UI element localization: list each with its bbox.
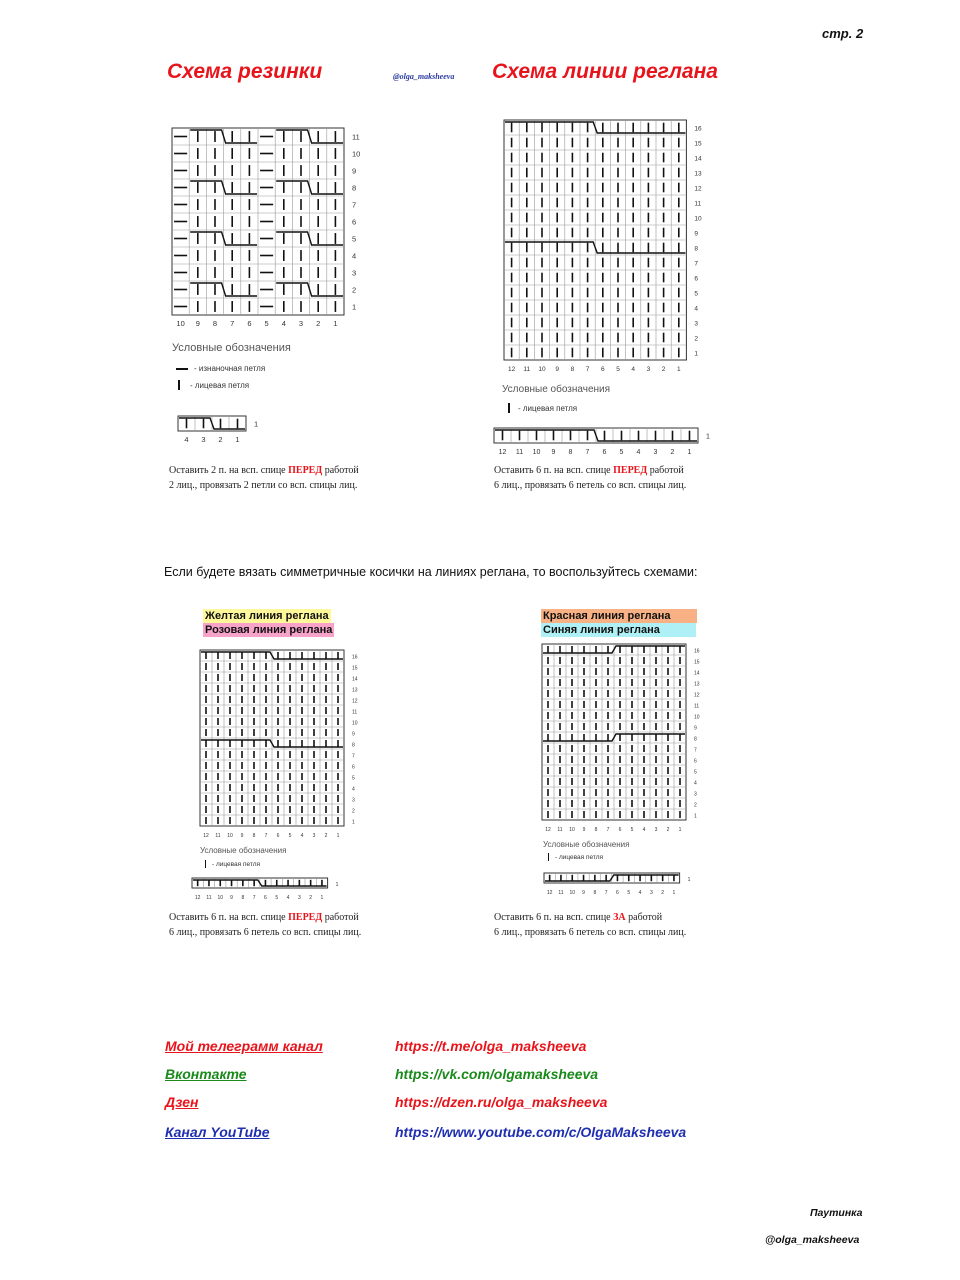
right-row-label: 6 (694, 758, 697, 765)
left-cable-col-label: 2 (309, 895, 313, 901)
right-row-label: 3 (694, 791, 697, 798)
rib-chart-title: Схема резинки (167, 60, 323, 83)
right-col-label: 9 (582, 827, 586, 833)
raglan-row-label: 11 (694, 200, 702, 208)
left-col-label: 5 (288, 833, 292, 839)
rib-cable-col-label: 3 (201, 435, 206, 444)
right-row-label: 1 (694, 813, 697, 820)
rib-note-text: Оставить 2 п. на всп. спице (169, 465, 289, 476)
right-col-label: 6 (618, 827, 622, 833)
left-row-label: 12 (352, 698, 358, 705)
left-col-label: 10 (227, 833, 233, 839)
rib-cable-col-label: 1 (235, 435, 240, 444)
rib-row-label: 7 (352, 200, 357, 210)
telegram-url[interactable]: https://t.me/olga_maksheeva (395, 1038, 587, 1054)
right-cable-row-label: 1 (687, 877, 691, 883)
raglan-row-label: 5 (694, 290, 699, 298)
raglan-cable-col-label: 2 (670, 449, 675, 456)
left-col-label: 11 (215, 833, 221, 839)
red-raglan-label: Красная линия реглана (541, 609, 697, 623)
right-row-label: 9 (694, 725, 697, 732)
raglan-row-label: 7 (694, 260, 699, 268)
rib-row-label: 6 (352, 217, 357, 227)
right-legend-knit-label: - лицевая петля (555, 853, 604, 861)
vk-link-label[interactable]: Вконтакте (165, 1066, 247, 1082)
right-row-label: 8 (694, 736, 697, 743)
raglan-row-label: 13 (694, 170, 702, 178)
left-row-label: 8 (352, 742, 355, 749)
raglan-col-label: 1 (676, 366, 681, 373)
raglan-legend-knit-label: - лицевая петля (518, 403, 578, 413)
rib-col-label: 1 (333, 319, 338, 328)
right-cable-note (494, 910, 686, 940)
rib-cable-note (169, 463, 359, 493)
rib-row-label: 4 (352, 251, 357, 261)
raglan-row-label: 4 (694, 305, 699, 313)
raglan-col-label: 3 (646, 366, 651, 373)
left-cable-col-label: 9 (230, 895, 233, 901)
raglan-chart-title: Схема линии реглана (492, 60, 718, 83)
symmetric-intro-text: Если будете вязать симметричные косички на линиях реглана, то воспользуйтесь схемами: (164, 565, 698, 579)
rib-col-label: 9 (195, 319, 200, 328)
left-row-label: 9 (352, 731, 355, 738)
left-col-label: 4 (300, 833, 304, 839)
rib-col-label: 8 (212, 319, 218, 328)
raglan-col-label: 2 (661, 366, 666, 373)
right-row-label: 10 (694, 714, 700, 721)
right-row-label: 14 (694, 670, 700, 677)
left-col-label: 12 (203, 833, 209, 839)
right-col-label: 10 (569, 827, 575, 833)
left-note-text-end: работой (322, 912, 359, 923)
raglan-col-label: 9 (555, 366, 560, 373)
right-legend-knit (548, 853, 603, 861)
left-col-label: 8 (252, 833, 256, 839)
left-cable-row-label: 1 (335, 882, 339, 888)
raglan-cable-col-label: 6 (602, 449, 607, 456)
right-cable-col-label: 6 (616, 890, 619, 896)
left-cable-col-label: 10 (217, 895, 224, 901)
raglan-cable-col-label: 7 (585, 449, 590, 456)
legend-knit-label: - лицевая петля (190, 380, 250, 390)
rib-cable-col-label: 4 (184, 435, 189, 444)
dzen-url[interactable]: https://dzen.ru/olga_maksheeva (395, 1094, 608, 1110)
left-col-label: 9 (240, 833, 244, 839)
rib-note-line2: 2 лиц., провязать 2 петли со всп. спицы лиц. (169, 480, 358, 491)
raglan-note-line2: 6 лиц., провязать 6 петель со всп. спицы лиц. (494, 480, 687, 491)
right-cable-symbol (538, 870, 708, 898)
blue-raglan-label: Синяя линия реглана (541, 623, 696, 637)
raglan-col-label: 10 (538, 366, 546, 373)
left-cable-col-label: 1 (320, 895, 324, 901)
raglan-cable-col-label: 10 (532, 449, 541, 456)
right-note-line2: 6 лиц., провязать 6 петель со всп. спицы лиц. (494, 927, 687, 938)
left-cable-col-label: 8 (241, 895, 245, 901)
rib-knitting-chart (160, 120, 390, 335)
raglan-col-label: 12 (507, 366, 516, 373)
left-cable-note (169, 910, 361, 940)
pink-raglan-label: Розовая линия реглана (205, 624, 333, 636)
right-row-label: 4 (694, 780, 697, 787)
right-col-label: 7 (606, 827, 610, 833)
raglan-row-label: 6 (694, 275, 699, 283)
right-cable-col-label: 2 (661, 890, 665, 896)
vk-url[interactable]: https://vk.com/olgamaksheeva (395, 1066, 599, 1082)
right-cable-col-label: 3 (649, 890, 653, 896)
raglan-col-label: 7 (585, 366, 590, 373)
left-row-label: 6 (352, 764, 355, 771)
rib-row-label: 2 (352, 285, 357, 295)
right-row-label: 16 (694, 648, 700, 655)
raglan-cable-col-label: 5 (619, 449, 624, 456)
right-row-label: 5 (694, 769, 697, 776)
telegram-link-label[interactable]: Мой телеграмм канал (165, 1038, 323, 1054)
legend-purl-label: - изнаночная петля (194, 364, 266, 373)
youtube-url[interactable]: https://www.youtube.com/c/OlgaMaksheeva (395, 1124, 687, 1140)
rib-row-label: 1 (352, 302, 357, 312)
right-row-label: 2 (694, 802, 697, 809)
raglan-row-label: 15 (694, 140, 702, 148)
raglan-row-label: 9 (694, 230, 699, 238)
raglan-row-label: 1 (694, 350, 699, 358)
left-row-label: 14 (352, 676, 358, 683)
left-row-label: 1 (352, 819, 355, 826)
left-col-label: 1 (336, 833, 340, 839)
rib-row-label: 5 (352, 234, 357, 244)
right-row-label: 13 (694, 681, 700, 688)
legend-purl (176, 364, 265, 373)
left-note-line2: 6 лиц., провязать 6 петель со всп. спицы лиц. (169, 927, 362, 938)
raglan-cable-note (494, 463, 686, 493)
raglan-cable-col-label: 8 (568, 449, 573, 456)
knit-symbol-icon (205, 860, 206, 868)
left-row-label: 11 (352, 709, 358, 716)
left-col-label: 3 (312, 833, 316, 839)
yellow-raglan-label: Желтая линия реглана (205, 610, 329, 622)
rib-col-label: 2 (316, 319, 321, 328)
right-col-label: 4 (642, 827, 646, 833)
rib-note-emphasis: ПЕРЕД (288, 465, 323, 476)
left-row-label: 5 (352, 775, 355, 782)
raglan-row-label: 16 (694, 125, 702, 133)
right-legend-title: Условные обозначения (543, 840, 630, 849)
right-cable-col-label: 10 (569, 890, 576, 896)
left-col-label: 7 (264, 833, 268, 839)
page-number: стр. 2 (822, 26, 864, 41)
right-cable-col-label: 11 (558, 890, 564, 896)
left-variant-chart (196, 646, 366, 842)
right-variant-chart (538, 640, 708, 836)
dzen-link-label[interactable]: Дзен (165, 1094, 199, 1110)
right-cable-col-label: 9 (582, 890, 585, 896)
left-note-emphasis: ПЕРЕД (288, 912, 323, 923)
rib-row-label: 9 (352, 166, 357, 176)
left-cable-col-label: 5 (275, 895, 279, 901)
footer-title: Паутинка (810, 1207, 863, 1219)
author-handle-small: @olga_maksheeva (393, 72, 455, 81)
left-legend-knit (205, 860, 260, 868)
rib-legend-title: Условные обозначения (172, 342, 291, 354)
raglan-cable-col-label: 3 (653, 449, 658, 456)
left-cable-col-label: 4 (286, 895, 290, 901)
right-col-label: 5 (630, 827, 634, 833)
right-note-emphasis: ЗА (613, 912, 626, 923)
youtube-link-label[interactable]: Канал YouTube (165, 1124, 270, 1140)
right-col-label: 12 (545, 827, 551, 833)
right-note-text-end: работой (625, 912, 663, 923)
raglan-legend-knit (508, 403, 577, 413)
legend-knit (178, 380, 249, 390)
raglan-row-label: 8 (694, 245, 699, 253)
knit-symbol-icon (508, 403, 510, 413)
raglan-row-label: 3 (694, 320, 699, 328)
left-col-label: 6 (276, 833, 280, 839)
rib-col-label: 5 (264, 319, 269, 328)
left-cable-col-label: 3 (297, 895, 301, 901)
raglan-col-label: 6 (600, 366, 605, 373)
rib-cable-symbol (176, 414, 276, 448)
rib-col-label: 7 (230, 319, 235, 328)
right-col-label: 3 (654, 827, 658, 833)
raglan-cable-col-label: 9 (551, 449, 556, 456)
raglan-cable-col-label: 4 (636, 449, 641, 456)
left-row-label: 4 (352, 786, 355, 793)
left-row-label: 3 (352, 797, 355, 804)
raglan-col-label: 11 (523, 366, 531, 373)
right-row-label: 11 (694, 703, 700, 710)
raglan-row-label: 12 (694, 185, 702, 193)
rib-cable-col-label: 2 (218, 435, 223, 444)
rib-row-label: 3 (352, 268, 357, 278)
left-note-text: Оставить 6 п. на всп. спице (169, 912, 289, 923)
raglan-cable-row-label: 1 (706, 433, 710, 441)
raglan-cable-col-label: 12 (498, 449, 507, 456)
right-cable-col-label: 12 (546, 890, 553, 896)
rib-col-label: 3 (298, 319, 304, 328)
raglan-note-text: Оставить 6 п. на всп. спице (494, 465, 614, 476)
left-legend-knit-label: - лицевая петля (212, 860, 261, 868)
raglan-row-label: 14 (694, 155, 702, 163)
right-note-text: Оставить 6 п. на всп. спице (494, 912, 614, 923)
rib-row-label: 10 (352, 149, 361, 159)
left-cable-col-label: 11 (206, 895, 212, 901)
left-row-label: 15 (352, 665, 358, 672)
rib-note-text-end: работой (322, 465, 359, 476)
purl-symbol-icon (176, 368, 188, 370)
left-cable-col-label: 6 (264, 895, 267, 901)
right-col-label: 2 (666, 827, 670, 833)
raglan-row-label: 10 (694, 215, 702, 223)
right-col-label: 1 (678, 827, 682, 833)
right-cable-col-label: 7 (604, 890, 608, 896)
right-col-label: 11 (557, 827, 563, 833)
left-row-label: 13 (352, 687, 358, 694)
right-cable-col-label: 5 (627, 890, 631, 896)
raglan-col-label: 5 (616, 366, 620, 373)
right-cable-col-label: 1 (672, 890, 676, 896)
left-legend-title: Условные обозначения (200, 846, 287, 855)
raglan-note-text-end: работой (647, 465, 684, 476)
raglan-cable-col-label: 11 (515, 449, 524, 456)
raglan-cable-symbol (490, 424, 725, 460)
right-cable-col-label: 8 (593, 890, 597, 896)
raglan-col-label: 8 (570, 366, 575, 373)
left-row-label: 10 (352, 720, 358, 727)
right-cable-col-label: 4 (638, 890, 642, 896)
raglan-note-emphasis: ПЕРЕД (613, 465, 648, 476)
rib-row-label: 11 (352, 132, 360, 142)
raglan-knitting-chart (496, 116, 721, 376)
right-col-label: 8 (594, 827, 598, 833)
left-cable-symbol (190, 875, 350, 901)
right-row-label: 12 (694, 692, 700, 699)
right-row-label: 15 (694, 659, 700, 666)
left-col-label: 2 (324, 833, 328, 839)
knit-symbol-icon (178, 380, 180, 390)
footer-handle: @olga_maksheeva (765, 1234, 860, 1246)
raglan-legend-title: Условные обозначения (502, 384, 611, 395)
raglan-col-label: 4 (631, 366, 636, 373)
knit-symbol-icon (548, 853, 549, 861)
left-row-label: 16 (352, 654, 358, 661)
rib-cable-row-label: 1 (254, 419, 259, 429)
rib-row-label: 8 (352, 183, 357, 193)
left-cable-col-label: 7 (252, 895, 256, 901)
right-row-label: 7 (694, 747, 697, 754)
left-row-label: 2 (352, 808, 355, 815)
left-row-label: 7 (352, 753, 355, 760)
raglan-cable-col-label: 1 (687, 449, 692, 456)
rib-col-label: 6 (247, 319, 252, 328)
raglan-row-label: 2 (694, 335, 699, 343)
rib-col-label: 4 (281, 319, 286, 328)
left-cable-col-label: 12 (194, 895, 201, 901)
rib-col-label: 10 (176, 319, 185, 328)
